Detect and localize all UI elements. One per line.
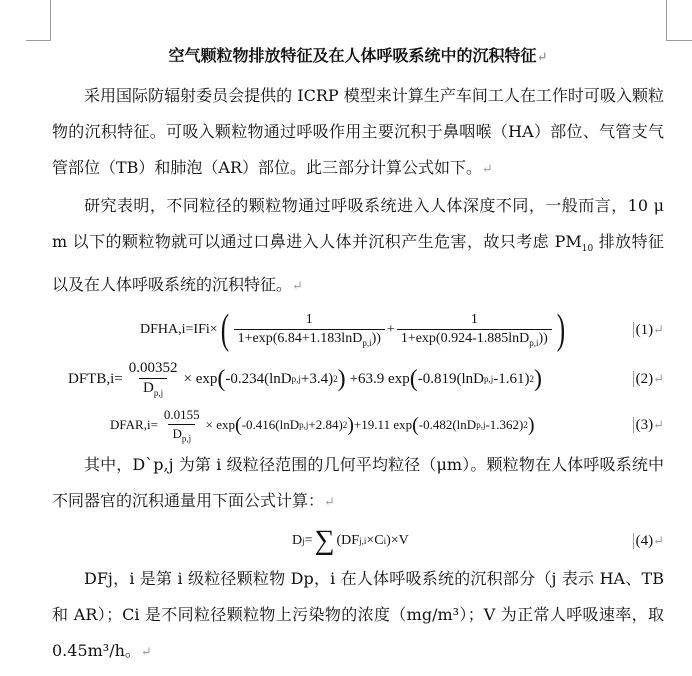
- crop-mark-top-right: [666, 0, 692, 41]
- equation-4: D j = ∑ (DF j,i ×C i )×V (4) ↵: [52, 521, 664, 561]
- eq2-number: (2) ↵: [633, 355, 664, 403]
- eq1-fraction-2: $\frac{1}{1+\exp(0.924-1.885\ln D_{p,i}))}$: [397, 312, 552, 348]
- equation-3: DFAR,i= $\frac{0.0155}{D_{p,j}}$ × exp ( -0.416(lnD p,j +2.84) 2 ) +19.11 exp ( -0.482(lnD p,j -1.362) 2 ) (3) ↵: [52, 403, 664, 447]
- crop-mark-top-left: [26, 0, 51, 41]
- eq1-close-paren: ): [556, 307, 566, 354]
- equation-1: DFHA,i=IFi× ( $\frac{1}{1+\exp(6.84+1.183\ln D_{p,i}))}$ + $\frac{1}{1+\exp(0.924-1.885\ln D_{p,i}))}$ ) (1) ↵: [140, 307, 664, 354]
- eq3-fraction: $\frac{0.0155}{D_{p,j}}$: [163, 406, 200, 444]
- eq3-number: (3) ↵: [633, 403, 664, 447]
- paragraph-mark: ↵: [292, 279, 303, 295]
- paragraph-mark: ↵: [536, 50, 548, 65]
- equation-2: DFTB,i= $\frac{0.00352}{D_{p,j}}$ × exp ( -0.234(lnD p,j +3.4) 2 ) +63.9 exp ( -0.819(lnD p,j -1.61) 2 ) (2) ↵: [52, 355, 664, 403]
- document-title: 空气颗粒物排放特征及在人体呼吸系统中的沉积特征↵: [168, 46, 548, 65]
- paragraph-3: 其中，D`p,j 为第 i 级粒径范围的几何平均粒径（μm）。颗粒物在人体呼吸系统中不同器官的沉积通量用下面公式计算：↵: [52, 455, 664, 511]
- paragraph-mark: ↵: [482, 162, 493, 177]
- eq2-lhs: DFTB,i=: [68, 370, 123, 387]
- paragraph-2: 研究表明，不同粒径的颗粒物通过呼吸系统进入人体深度不同，一般而言，10 μ m 以下的颗粒物就可以通过口鼻进入人体并沉积产生危害，故只考虑 $PM_{10}$ 排放特征以及在人体呼吸系统的沉积特征。↵: [52, 196, 664, 295]
- document-page: [52, 44, 664, 671]
- eq2-fraction: $\frac{0.00352}{D_{p,j}}$: [128, 360, 178, 399]
- summation-symbol: ∑: [314, 525, 335, 557]
- paragraph-1: 采用国际防辐射委员会提供的 ICRP 模型来计算生产车间工人在工作时可吸入颗粒物的沉积特征。可吸入颗粒物通过呼吸作用主要沉积于鼻咽喉（HA）部位、气管支气管部位（TB）和肺泡（AR）部位。此三部分计算公式如下。↵: [52, 86, 664, 177]
- eq3-lhs: DFAR,i=: [110, 417, 158, 433]
- paragraph-4: DFj，i 是第 i 级粒径颗粒物 Dp，i 在人体呼吸系统的沉积部分（j 表示 HA、TB 和 AR）；Ci 是不同粒径颗粒物上污染物的浓度（mg/m³）；V 为正常人呼吸速率，取 0.45m³/h。↵: [52, 569, 664, 661]
- paragraph-mark: ↵: [140, 645, 152, 661]
- eq1-open-paren: (: [220, 307, 229, 354]
- eq1-fraction-1: $\frac{1}{1+\exp(6.84+1.183\ln D_{p,i}))}$: [234, 312, 385, 348]
- eq4-number: (4) ↵: [633, 521, 664, 561]
- eq1-number: (1) ↵: [633, 305, 664, 355]
- eq1-lhs: DFHA,i=IFi×: [140, 322, 218, 338]
- paragraph-mark: ↵: [324, 495, 335, 511]
